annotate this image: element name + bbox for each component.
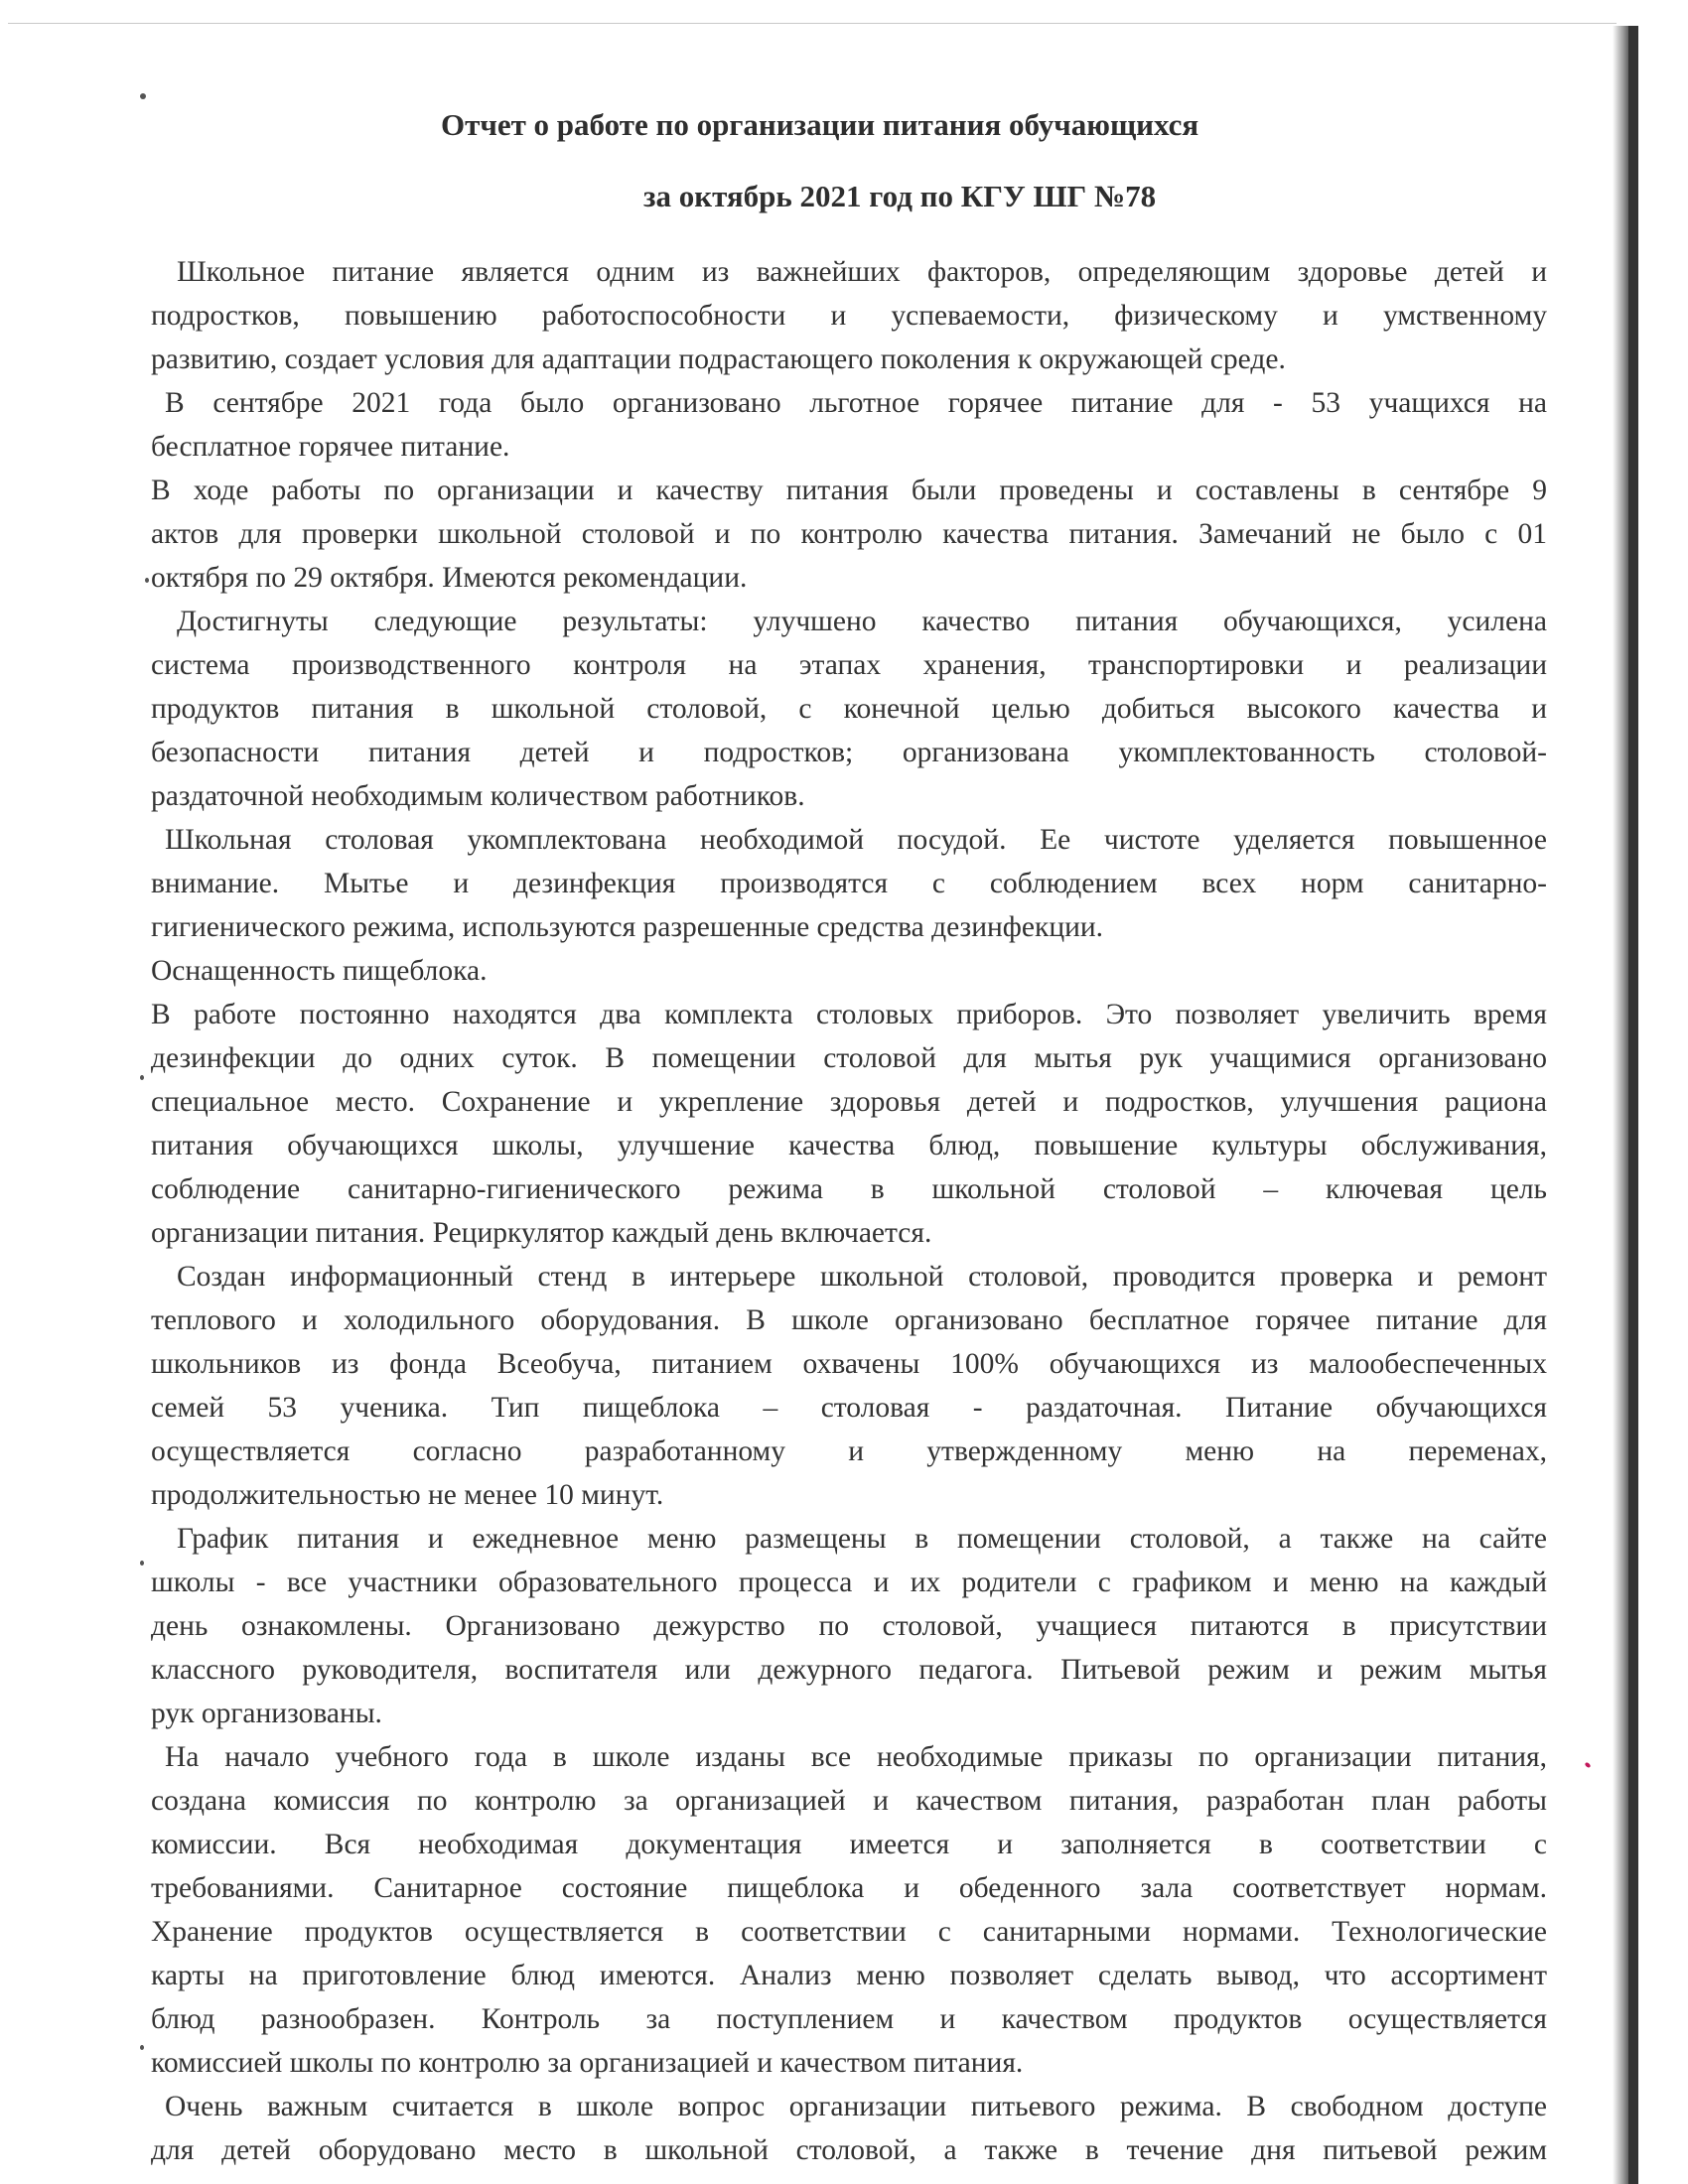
text-line: В работе постоянно находятся два комплекта столовых приборов. Это позволяет увеличить время: [151, 999, 1547, 1030]
text-line: Очень важным считается в школе вопрос организации питьевого режима. В свободном доступе: [165, 2091, 1547, 2122]
scan-top-edge: [8, 23, 1617, 24]
text-line: требованиями. Санитарное состояние пищеблока и обеденного зала соответствует нормам.: [151, 1872, 1547, 1904]
scan-speck: [145, 578, 149, 583]
text-line: классного руководителя, воспитателя или дежурного педагога. Питьевой режим и режим мытья: [151, 1654, 1547, 1686]
text-line: школы - все участники образовательного процесса и их родители с графиком и меню на каждый: [151, 1567, 1547, 1598]
text-line: создана комиссия по контролю за организацией и качеством питания, разработан план работы: [151, 1785, 1547, 1817]
text-line: организации питания. Рециркулятор каждый день включается.: [151, 1217, 932, 1249]
paragraph: [151, 250, 1547, 381]
text-line: дезинфекции до одних суток. В помещении столовой для мытья рук учащимися организовано: [151, 1042, 1547, 1074]
document-body: [151, 250, 1547, 2172]
text-line: продуктов питания в школьной столовой, с конечной целью добиться высокого качества и: [151, 693, 1547, 725]
text-line: раздаточной необходимым количеством работников.: [151, 780, 805, 812]
document-title: Отчет о работе по организации питания обучающихся: [441, 107, 1199, 142]
text-line: безопасности питания детей и подростков; организована укомплектованность столовой-: [151, 737, 1547, 768]
text-line: октября по 29 октября. Имеются рекомендации.: [151, 562, 748, 594]
text-line: На начало учебного года в школе изданы все необходимые приказы по организации питания,: [165, 1741, 1547, 1773]
text-line: Достигнуты следующие результаты: улучшено качество питания обучающихся, усилена: [177, 606, 1547, 637]
text-line: В ходе работы по организации и качеству питания были проведены и составлены в сентябре 9: [151, 475, 1547, 506]
text-line: школьников из фонда Всеобуча, питанием охвачены 100% обучающихся из малообеспеченных: [151, 1348, 1547, 1380]
text-line: питания обучающихся школы, улучшение качества блюд, повышение культуры обслуживания,: [151, 1130, 1547, 1161]
text-line: система производственного контроля на этапах хранения, транспортировки и реализации: [151, 649, 1547, 681]
text-line: бесплатное горячее питание.: [151, 431, 510, 463]
paragraph: [151, 1255, 1547, 1517]
text-line: специальное место. Сохранение и укрепление здоровья детей и подростков, улучшения рациона: [151, 1086, 1547, 1118]
text-line: теплового и холодильного оборудования. В школе организовано бесплатное горячее питание для: [151, 1304, 1547, 1336]
document-subtitle: за октябрь 2021 год по КГУ ШГ №78: [643, 179, 1157, 213]
paragraph: [151, 381, 1547, 469]
text-line: комиссии. Вся необходимая документация имеется и заполняется в соответствии с: [151, 1829, 1547, 1860]
text-line: Хранение продуктов осуществляется в соответствии с санитарными нормами. Технологические: [151, 1916, 1547, 1948]
text-line: гигиенического режима, используются разрешенные средства дезинфекции.: [151, 911, 1104, 943]
text-line: График питания и ежедневное меню размещены в помещении столовой, а также на сайте: [177, 1523, 1547, 1555]
text-line: рук организованы.: [151, 1698, 382, 1729]
text-line: комиссией школы по контролю за организацией и качеством питания.: [151, 2047, 1024, 2079]
text-line: для детей оборудовано место в школьной столовой, а также в течение дня питьевой режим: [151, 2134, 1547, 2166]
text-line: Создан информационный стенд в интерьере школьной столовой, проводится проверка и ремонт: [177, 1261, 1547, 1293]
text-line: Школьная столовая укомплектована необходимой посудой. Ее чистоте уделяется повышенное: [165, 824, 1547, 856]
text-line: блюд разнообразен. Контроль за поступлением и качеством продуктов осуществляется: [151, 2003, 1547, 2035]
scan-speck: [140, 1075, 144, 1080]
paragraph: [151, 818, 1547, 949]
text-line: внимание. Мытье и дезинфекция производятся с соблюдением всех норм санитарно-: [151, 868, 1547, 899]
scan-speck: [140, 93, 146, 99]
paragraph: [151, 469, 1547, 600]
text-line: продолжительностью не менее 10 минут.: [151, 1479, 664, 1511]
scan-speck: [140, 1561, 144, 1566]
scan-speck-red: [1584, 1762, 1591, 1769]
text-line: карты на приготовление блюд имеются. Анализ меню позволяет сделать вывод, что ассортимент: [151, 1960, 1547, 1991]
paragraph: [151, 1735, 1547, 2085]
text-line: актов для проверки школьной столовой и по контролю качества питания. Замечаний не было с 01: [151, 518, 1547, 550]
paragraph: [151, 2085, 1547, 2172]
text-line: семей 53 ученика. Тип пищеблока – столовая - раздаточная. Питание обучающихся: [151, 1392, 1547, 1424]
section-heading: Оснащенность пищеблока.: [151, 955, 488, 987]
text-line: Школьное питание является одним из важнейших факторов, определяющим здоровье детей и: [177, 256, 1547, 288]
text-line: осуществляется согласно разработанному и утвержденному меню на переменах,: [151, 1435, 1547, 1467]
text-line: подростков, повышению работоспособности и успеваемости, физическому и умственному: [151, 300, 1547, 332]
scan-speck: [140, 2045, 144, 2050]
paragraph: [151, 949, 1547, 993]
text-line: развитию, создает условия для адаптации подрастающего поколения к окружающей среде.: [151, 343, 1286, 375]
text-line: соблюдение санитарно-гигиенического режима в школьной столовой – ключевая цель: [151, 1173, 1547, 1205]
paragraph: [151, 1517, 1547, 1735]
paragraph: [151, 993, 1547, 1255]
text-line: В сентябре 2021 года было организовано льготное горячее питание для - 53 учащихся на: [165, 387, 1547, 419]
scan-right-edge: [1628, 26, 1638, 2184]
text-line: день ознакомлены. Организовано дежурство по столовой, учащиеся питаются в присутствии: [151, 1610, 1547, 1642]
paragraph: [151, 600, 1547, 818]
